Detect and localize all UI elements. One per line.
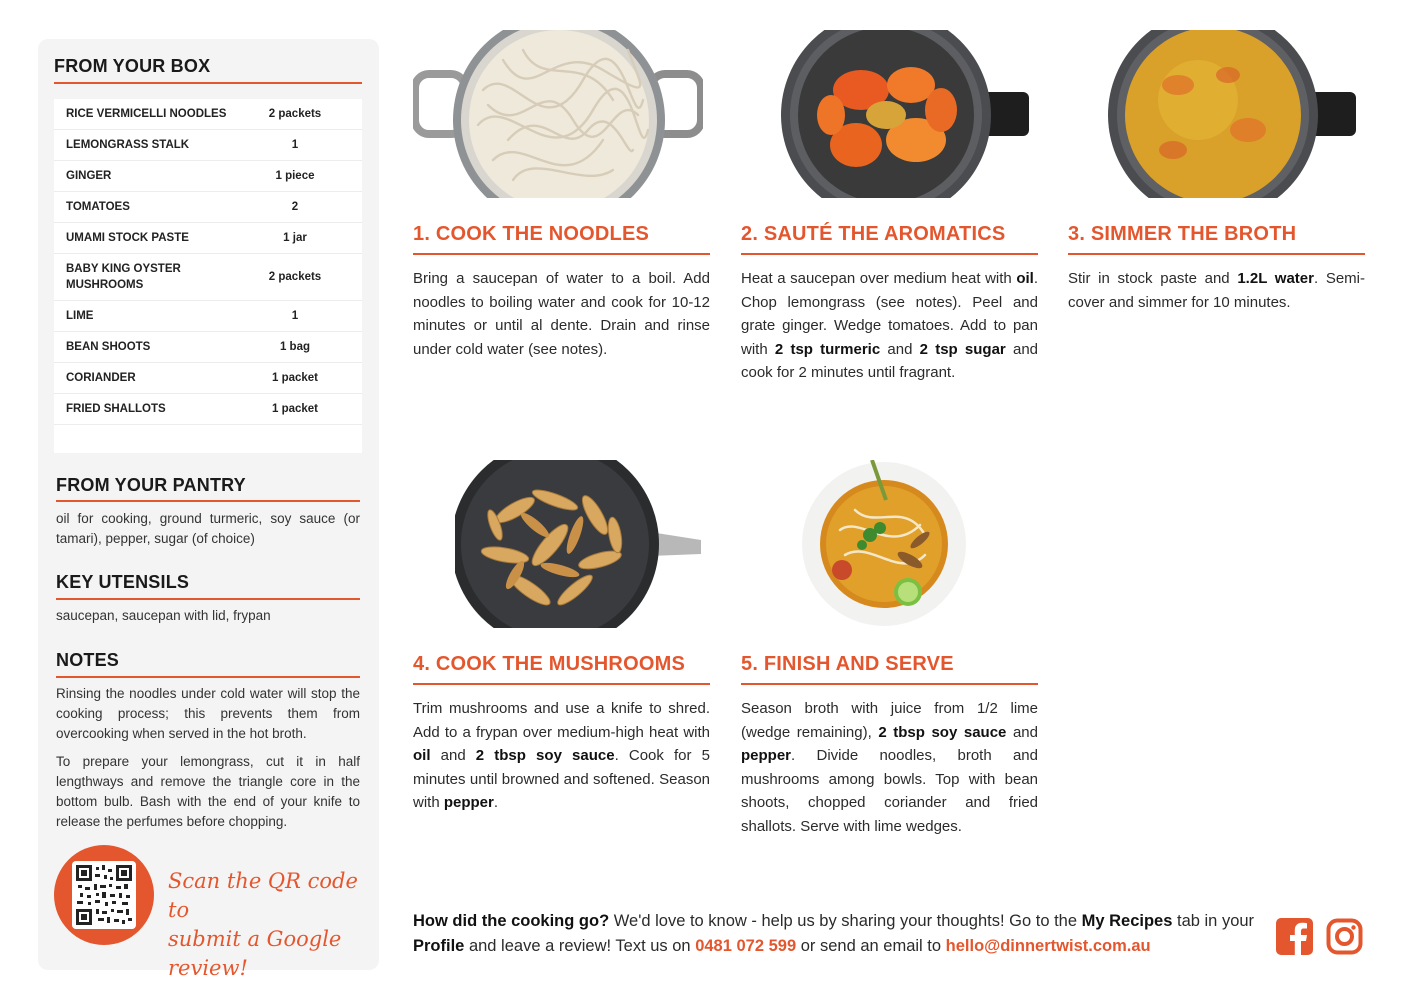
ingredient-qty: 2 packets bbox=[268, 108, 322, 120]
bold-ingredient: 2 tsp turmeric bbox=[774, 340, 881, 358]
qr-code-icon[interactable] bbox=[72, 861, 136, 929]
ingredient-qty: 1 bag bbox=[279, 341, 311, 353]
profile-label: Profile bbox=[413, 937, 465, 955]
pantry-list: oil for cooking, ground turmeric, soy sauce (or tamari), pepper, sugar (of choice) bbox=[56, 511, 360, 546]
divider bbox=[413, 253, 710, 255]
ingredients-table bbox=[54, 99, 362, 453]
broth-pot-photo bbox=[1108, 30, 1358, 198]
ingredient-qty: 2 packets bbox=[268, 271, 322, 283]
divider bbox=[741, 683, 1038, 685]
email-link[interactable]: hello@dinnertwist.com.au bbox=[945, 937, 1151, 955]
bold-ingredient: oil bbox=[1016, 270, 1034, 287]
ingredient-qty: 2 bbox=[291, 201, 299, 213]
divider bbox=[56, 676, 360, 678]
ingredient-name: LEMONGRASS STALK bbox=[66, 139, 190, 151]
table-row bbox=[54, 99, 362, 130]
bold-ingredient: pepper bbox=[443, 794, 494, 811]
text-run: Season broth with juice from 1/2 lime (wedge remaining), bbox=[741, 700, 1038, 741]
bold-ingredient: 2 tbsp soy sauce bbox=[878, 723, 1007, 741]
text-run: . Chop lemongrass (see notes). Peel and grate ginger. Wedge tomatoes. Add to pan with bbox=[741, 270, 1038, 358]
text-run: We'd love to know - help us by sharing your thoughts! Go to the bbox=[609, 912, 1082, 930]
bold-ingredient: 2 tbsp soy sauce bbox=[475, 747, 615, 764]
step-2-title: 2. SAUTÉ THE AROMATICS bbox=[741, 223, 1006, 245]
mushrooms-pan-photo bbox=[455, 460, 705, 628]
serving-bowl-photo bbox=[800, 460, 970, 628]
ingredient-qty: 1 piece bbox=[275, 170, 315, 182]
ingredient-qty: 1 bbox=[291, 139, 299, 151]
ingredient-name: GINGER bbox=[66, 170, 112, 182]
text-run: . Semi-cover and simmer for 10 minutes. bbox=[1068, 270, 1365, 311]
notes-body bbox=[56, 684, 360, 840]
ingredient-qty: 1 jar bbox=[283, 232, 307, 244]
footer-question: How did the cooking go? bbox=[413, 912, 610, 930]
table-row bbox=[54, 254, 362, 301]
aromatics-pot-photo bbox=[781, 30, 1031, 198]
qr-caption bbox=[168, 867, 368, 983]
ingredient-qty: 1 packet bbox=[271, 372, 319, 384]
ingredient-name: CORIANDER bbox=[66, 372, 136, 384]
text-run: and cook for 2 minutes until fragrant. bbox=[741, 340, 1039, 381]
divider bbox=[56, 598, 360, 600]
ingredient-name: TOMATOES bbox=[66, 201, 130, 213]
bold-ingredient: pepper bbox=[741, 747, 792, 764]
step-5-text bbox=[741, 697, 1038, 838]
from-your-box-heading: FROM YOUR BOX bbox=[54, 56, 211, 76]
table-row bbox=[54, 363, 362, 394]
step-2-text bbox=[741, 267, 1038, 385]
notes-heading: NOTES bbox=[56, 650, 120, 670]
divider bbox=[54, 82, 362, 84]
text-run: and bbox=[430, 747, 476, 764]
text-run: . Divide noodles, broth and mushrooms among bowls. Top with bean shoots, chopped coriander and fried shallots. Serve with lime wedges. bbox=[741, 747, 1038, 835]
key-utensils-heading: KEY UTENSILS bbox=[56, 572, 190, 592]
ingredient-qty: 1 packet bbox=[271, 403, 319, 415]
table-row bbox=[54, 394, 362, 425]
utensils-list: saucepan, saucepan with lid, frypan bbox=[56, 608, 271, 623]
from-your-pantry-heading: FROM YOUR PANTRY bbox=[56, 475, 246, 495]
ingredient-name: FRIED SHALLOTS bbox=[66, 403, 166, 415]
text-run: and bbox=[880, 340, 920, 358]
divider bbox=[56, 500, 360, 502]
step-3-title: 3. SIMMER THE BROTH bbox=[1068, 223, 1297, 245]
text-run: . Cook for 5 minutes until browned and softened. Season with bbox=[413, 747, 710, 811]
text-run: and leave a review! Text us on bbox=[464, 937, 696, 955]
step-4-title: 4. COOK THE MUSHROOMS bbox=[413, 653, 685, 675]
ingredients-sidebar bbox=[38, 39, 379, 980]
step-3-text bbox=[1068, 267, 1365, 314]
bold-ingredient: oil bbox=[413, 747, 431, 764]
qr-caption-line: Scan the QR code to bbox=[168, 869, 358, 922]
text-run: Trim mushrooms and use a knife to shred. Add to a frypan over medium-high heat with bbox=[413, 700, 710, 741]
text-run: . bbox=[493, 794, 499, 811]
instagram-icon[interactable] bbox=[1326, 918, 1363, 955]
bold-ingredient: 1.2L water bbox=[1237, 270, 1314, 287]
my-recipes-label: My Recipes bbox=[1081, 912, 1173, 930]
ingredient-name: RICE VERMICELLI NOODLES bbox=[66, 108, 227, 120]
note-paragraph: To prepare your lemongrass, cut it in half lengthways and remove the triangle core in the bottom bulb. Bash with the end of your knife to release the perfumes before chopping. bbox=[56, 754, 360, 829]
text-run: or send an email to bbox=[796, 937, 946, 955]
noodles-pot-photo bbox=[413, 30, 703, 198]
ingredient-qty: 1 bbox=[291, 310, 299, 322]
ingredient-name: BABY KING OYSTER MUSHROOMS bbox=[66, 263, 181, 291]
ingredient-name: BEAN SHOOTS bbox=[66, 341, 151, 353]
table-row bbox=[54, 161, 362, 192]
text-run: and bbox=[1006, 723, 1038, 741]
text-run: tab in your bbox=[1172, 912, 1255, 930]
table-row bbox=[54, 130, 362, 161]
step-1-title: 1. COOK THE NOODLES bbox=[413, 223, 650, 245]
text-run: Stir in stock paste and bbox=[1068, 270, 1238, 287]
divider bbox=[413, 683, 710, 685]
bold-ingredient: 2 tsp sugar bbox=[919, 340, 1006, 358]
table-row bbox=[54, 192, 362, 223]
text-run: Heat a saucepan over medium heat with bbox=[741, 270, 1017, 287]
table-row bbox=[54, 223, 362, 254]
qr-code-badge[interactable] bbox=[54, 845, 154, 945]
facebook-icon[interactable] bbox=[1276, 918, 1313, 955]
step-5-title: 5. FINISH AND SERVE bbox=[741, 653, 954, 675]
step-4-text bbox=[413, 697, 710, 815]
note-paragraph: Rinsing the noodles under cold water will stop the cooking process; this prevents them from overcooking when served in the hot broth. bbox=[56, 686, 360, 741]
step-1-text: Bring a saucepan of water to a boil. Add noodles to boiling water and cook for 10-12 minutes or until al dente. Drain and rinse under cold water (see notes). bbox=[413, 270, 710, 358]
divider bbox=[1068, 253, 1365, 255]
feedback-footer bbox=[413, 909, 1263, 959]
ingredient-name: LIME bbox=[66, 310, 94, 322]
table-row bbox=[54, 332, 362, 363]
qr-caption-line: submit a Google review! bbox=[168, 927, 342, 980]
ingredient-name: UMAMI STOCK PASTE bbox=[66, 232, 189, 244]
divider bbox=[741, 253, 1038, 255]
phone-link[interactable]: 0481 072 599 bbox=[695, 937, 797, 955]
table-row bbox=[54, 301, 362, 332]
